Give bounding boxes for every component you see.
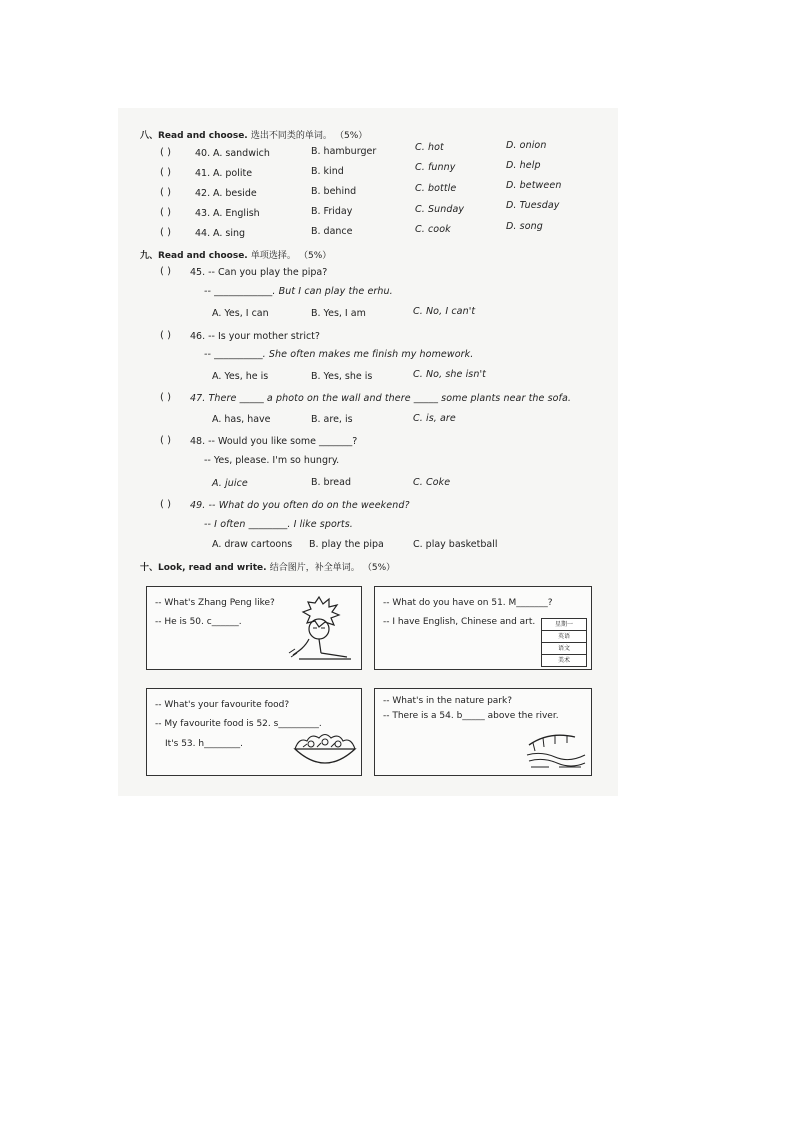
option-d: D. between	[506, 180, 562, 191]
option-b: B. hamburger	[311, 146, 377, 157]
question-number: 41.	[195, 168, 211, 179]
dialogue-answer: -- I often ________. I like sports.	[204, 519, 353, 530]
timetable	[541, 618, 587, 667]
option-b: B. dance	[311, 226, 353, 237]
section-8-heading	[140, 128, 367, 141]
question-45: 45. -- Can you play the pipa?	[190, 267, 328, 278]
question-47: 47. There _____ a photo on the wall and there _____ some plants near the sofa.	[190, 393, 572, 404]
dialogue-answer: -- __________. She often makes me finish my homework.	[204, 349, 474, 360]
option-a: A. English	[213, 208, 260, 219]
option-c: C. No, she isn't	[413, 369, 487, 380]
dialogue-answer: -- Yes, please. I'm so hungry.	[204, 455, 340, 466]
box-answer[interactable]: -- My favourite food is 52. s_________.	[155, 719, 322, 729]
option-a: A. Yes, he is	[212, 371, 269, 382]
answer-paren[interactable]: ( )	[160, 207, 171, 218]
option-b: B. behind	[311, 186, 357, 197]
option-c: C. hot	[415, 142, 444, 153]
option-c: C. bottle	[415, 183, 457, 194]
option-c: C. No, I can't	[413, 306, 476, 317]
bridge-over-river-icon	[525, 725, 587, 771]
answer-paren[interactable]: ( )	[160, 147, 171, 158]
section-8-title: 八、Read and choose.	[140, 131, 248, 141]
question-number: 44.	[195, 228, 211, 239]
option-b: B. Yes, she is	[311, 371, 373, 382]
option-a: A. beside	[213, 188, 257, 199]
box-question: -- What's your favourite food?	[155, 700, 290, 710]
option-b: B. kind	[311, 166, 344, 177]
section-9-heading	[140, 248, 331, 261]
box-answer[interactable]: -- There is a 54. b_____ above the river.	[383, 711, 559, 721]
box-question: -- What's in the nature park?	[383, 696, 512, 706]
option-c: C. is, are	[413, 413, 456, 424]
timetable-subject: 美术	[557, 657, 570, 664]
timetable-subject: 英语	[542, 631, 586, 643]
timetable-day: 星期一	[542, 619, 586, 631]
answer-paren[interactable]: ( )	[160, 187, 171, 198]
answer-paren[interactable]: ( )	[160, 227, 171, 238]
option-c: C. Sunday	[415, 204, 465, 215]
dialogue-answer: -- ____________. But I can play the erhu.	[204, 286, 393, 297]
question-49: 49. -- What do you often do on the weekend?	[190, 500, 410, 511]
option-b: B. bread	[311, 477, 351, 488]
option-d: D. Tuesday	[506, 200, 560, 211]
clever-boy-drawing-icon	[285, 595, 355, 665]
section-10-heading	[140, 560, 395, 573]
question-number: 42.	[195, 188, 211, 199]
answer-paren[interactable]: ( )	[160, 266, 171, 277]
section-9-points: （5%）	[299, 251, 332, 261]
option-b: B. are, is	[311, 414, 353, 425]
section-10-title: 十、Look, read and write.	[140, 563, 267, 573]
option-c: C. cook	[415, 224, 451, 235]
question-number: 43.	[195, 208, 211, 219]
picture-box-schedule	[374, 586, 592, 670]
option-b: B. Friday	[311, 206, 353, 217]
box-answer: -- I have English, Chinese and art.	[383, 617, 536, 627]
option-a: A. sandwich	[213, 148, 270, 159]
salad-bowl-icon	[291, 729, 359, 773]
section-10-points: （5%）	[362, 563, 396, 573]
option-c: C. funny	[415, 162, 456, 173]
option-d: D. onion	[506, 140, 547, 151]
answer-paren[interactable]: ( )	[160, 330, 171, 341]
box-answer[interactable]: It's 53. h________.	[165, 739, 243, 749]
section-10-instruction: 结合图片，补全单词。	[269, 563, 360, 573]
picture-box-nature-park	[374, 688, 592, 776]
section-8-points: （5%）	[335, 131, 368, 141]
option-a: A. polite	[213, 168, 253, 179]
picture-box-zhang-peng	[146, 586, 362, 670]
box-question[interactable]: -- What do you have on 51. M_______?	[383, 598, 553, 608]
option-a: A. Yes, I can	[212, 308, 269, 319]
option-b: B. play the pipa	[309, 539, 384, 550]
option-a: A. juice	[212, 478, 248, 489]
question-number: 40.	[195, 148, 211, 159]
answer-paren[interactable]: ( )	[160, 392, 171, 403]
option-a: A. sing	[213, 228, 246, 239]
question-48: 48. -- Would you like some _______?	[190, 436, 358, 447]
box-answer[interactable]: -- He is 50. c______.	[155, 617, 242, 627]
section-9-instruction: 单项选择。	[250, 251, 296, 261]
timetable-subject: 语文	[542, 643, 586, 655]
section-9-title: 九、Read and choose.	[140, 251, 248, 261]
option-a: A. has, have	[212, 414, 271, 425]
option-c: C. Coke	[413, 477, 451, 488]
box-question: -- What's Zhang Peng like?	[155, 598, 275, 608]
question-46: 46. -- Is your mother strict?	[190, 331, 320, 342]
picture-box-food	[146, 688, 362, 776]
option-a: A. draw cartoons	[212, 539, 293, 550]
answer-paren[interactable]: ( )	[160, 435, 171, 446]
option-b: B. Yes, I am	[311, 308, 366, 319]
answer-paren[interactable]: ( )	[160, 167, 171, 178]
answer-paren[interactable]: ( )	[160, 499, 171, 510]
worksheet	[118, 108, 618, 796]
option-d: D. help	[506, 160, 541, 171]
section-8-instruction: 选出不同类的单词。	[250, 131, 332, 141]
option-d: D. song	[506, 221, 543, 232]
option-c: C. play basketball	[413, 539, 498, 550]
